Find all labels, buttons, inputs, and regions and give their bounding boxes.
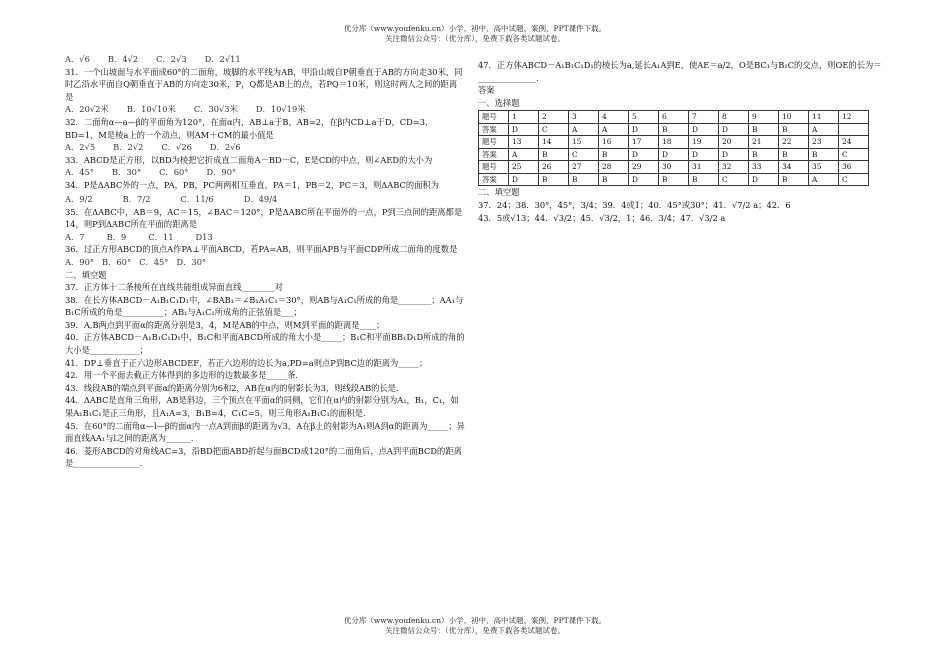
answer-cell: 3 (569, 111, 599, 124)
option: D．30° (176, 256, 207, 267)
answer-cell: B (779, 173, 809, 186)
question-31: 31．一个山坡面与水平面成60°的二面角，坡脚的水平线为AB，甲沿山坡自P朝垂直于AB的方向走30米，同时乙沿水平面自Q朝垂直于AB的方向走30米，P，Q都是AB上的点，若PQ＝10米，则这时两人之间的距离是 (65, 66, 463, 102)
answer-table-row (479, 161, 869, 174)
option: C．30√3米 (193, 104, 238, 115)
answer-cell: 10 (779, 111, 809, 124)
footer-line-2: 关注微信公众号：（优分库），免费下载各类试题试卷。 (385, 625, 565, 635)
left-column (65, 53, 465, 470)
answer-cell: 14 (539, 136, 569, 149)
option: B．10√10米 (126, 104, 176, 115)
answer-cell: B (599, 148, 629, 161)
answer-cell: B (659, 123, 689, 136)
answer-cell: 27 (569, 161, 599, 174)
question-37: 37．正方体十二条棱所在直线共能组成异面直线________对 (65, 282, 283, 293)
option: A．9/2 (65, 193, 93, 204)
question-41: 41．DP⊥垂直于正六边形ABCDEF，若正六边形的边长为a,PD=a则点P到BC边的距离为_____； (65, 357, 428, 368)
answer-table-row (479, 173, 869, 186)
answer-cell: B (689, 173, 719, 186)
option: C．11/6 (180, 193, 214, 204)
question-43: 43．线段AB的端点到平面α的距离分别为6和2，AB在α内的射影长为3，则线段AB的长是． (65, 382, 405, 393)
answer-cell: C (719, 173, 749, 186)
section-fill-blank-answers: 二、填空题 (478, 187, 520, 198)
answer-table-row (479, 136, 869, 149)
answer-cell: 13 (509, 136, 539, 149)
page-header (0, 24, 950, 43)
answer-cell: D (509, 123, 539, 136)
section-choice: 一、选择题 (478, 97, 520, 108)
question-45: 45．在60°的二面角α—l—β的面α内一点A到面β的距离为√3，A在β上的射影为A₁则A到α的距离为_____；异面直线AA₁与l之间的距离为______． (65, 420, 465, 444)
answer-cell: 34 (779, 161, 809, 174)
option: D．90° (206, 167, 237, 178)
answer-cell: A (569, 123, 599, 136)
answer-cell: 25 (509, 161, 539, 174)
answer-cell: B (779, 148, 809, 161)
answer-cell: D (719, 123, 749, 136)
q30-options (65, 53, 465, 66)
row-header-cell: 题号 (479, 111, 509, 124)
option: D．10√19米 (255, 104, 306, 115)
answer-table-row (479, 148, 869, 161)
option: C．2√3 (156, 54, 187, 64)
fill-answers-1: 37．24；38．30°，45°，3/4；39．4或1；40．45°或30°；41．√7/2 a；42．6 (478, 199, 791, 210)
answer-table-row (479, 123, 869, 136)
option: C．45° (139, 256, 169, 267)
answer-cell: A (509, 148, 539, 161)
option: A．45° (65, 167, 94, 178)
option: D．2√6 (209, 142, 241, 153)
answer-cell: B (539, 148, 569, 161)
answer-cell: 28 (599, 161, 629, 174)
answer-cell: C (539, 123, 569, 136)
question-35: 35．在ΔABC中，AB＝9，AC＝15，∠BAC＝120°，P是ΔABC所在平面外的一点，P到三点间的距离都是14，则P到ΔABC所在平面的距离是 (65, 206, 463, 230)
answer-cell: 33 (749, 161, 779, 174)
answer-cell: C (839, 148, 869, 161)
answer-cell: B (539, 173, 569, 186)
answer-cell: D (629, 123, 659, 136)
option: A．90° (65, 256, 94, 267)
answer-cell: B (659, 173, 689, 186)
answer-cell: 6 (659, 111, 689, 124)
answer-cell: B (779, 123, 809, 136)
question-46: 46．菱形ABCD的对角线AC=3，沿BD把面ABD折起与面BCD成120°的二面角后，点A到平面BCD的距离是________________． (65, 445, 462, 469)
answer-cell: 11 (809, 111, 839, 124)
answer-cell: A (809, 173, 839, 186)
answer-cell: A (599, 123, 629, 136)
answer-cell: C (569, 148, 599, 161)
footer-line-1: 优分库（www.youfenku.cn）小学、初中、高中试题、案例、PPT课件下载。 (343, 616, 607, 625)
answer-table (478, 110, 869, 186)
answer-cell: 2 (539, 111, 569, 124)
answer-cell: 8 (719, 111, 749, 124)
answer-cell: 26 (539, 161, 569, 174)
question-39: 39．A,B两点到平面α的距离分别是3，4，M是AB的中点，则M到平面的距离是____； (65, 319, 385, 330)
option: D13 (195, 231, 213, 242)
answer-cell: D (749, 173, 779, 186)
answer-cell: 18 (659, 136, 689, 149)
option: B．2√2 (113, 142, 144, 153)
answer-cell: 32 (719, 161, 749, 174)
question-36: 36．过正方形ABCD的顶点A作PA⊥平面ABCD，若PA=AB，则平面APB与平面CDP所成二面角的度数是 (65, 244, 458, 255)
answer-cell: 24 (839, 136, 869, 149)
question-40: 40．正方体ABCD－A₁B₁C₁D₁中，B₁C和平面ABCD所成的角大小是_____；B₁C和平面BB₁D₁D所成的角的大小是____________； (65, 332, 465, 356)
answer-cell: B (569, 173, 599, 186)
option: A．√6 (65, 54, 90, 64)
answer-cell: 35 (809, 161, 839, 174)
answer-cell (839, 123, 869, 136)
option: A．20√2米 (65, 104, 109, 115)
q35-options (65, 231, 465, 244)
question-33: 33．ABCD是正方形，以BD为棱把它折成直二面角A－BD－C，E是CD的中点，则∠AED的大小为 (65, 154, 433, 165)
answer-cell: D (719, 148, 749, 161)
option: D．49/4 (243, 193, 278, 204)
answer-cell: B (749, 148, 779, 161)
answer-cell: 5 (629, 111, 659, 124)
question-44: 44．ΔABC是直角三角形，AB是斜边，三个顶点在平面α的同侧，它们在α内的射影分别为A₁，B₁，C₁，如果A₁B₁C₁是正三角形，且A₁A=3，B₁B=4，C₁C=5，则三角形A₁B₁C₁的面积是． (65, 395, 459, 419)
option: C．√26 (161, 142, 192, 153)
answer-cell: D (629, 148, 659, 161)
answer-table-row (479, 111, 869, 124)
row-header-cell: 题号 (479, 161, 509, 174)
answer-cell: 23 (809, 136, 839, 149)
answer-cell: B (749, 123, 779, 136)
answer-cell: B (809, 148, 839, 161)
answer-cell: 7 (689, 111, 719, 124)
answer-cell: B (599, 173, 629, 186)
fill-answers-2: 43．5或√13；44．√3/2；45．√3/2，1；46．3/4；47．√3/2 a (478, 212, 726, 223)
answer-cell: 4 (599, 111, 629, 124)
option: B．7/2 (122, 193, 151, 204)
option: B．30° (112, 167, 142, 178)
answer-cell: 17 (629, 136, 659, 149)
answer-cell: 36 (839, 161, 869, 174)
header-line-2: 关注微信公众号：（优分库），免费下载各类试题试卷。 (385, 33, 565, 43)
q32-options (65, 141, 465, 154)
answer-cell: 29 (629, 161, 659, 174)
answers-title: 答案 (478, 85, 495, 96)
answer-cell: 21 (749, 136, 779, 149)
answer-cell: D (659, 148, 689, 161)
answer-cell: 20 (719, 136, 749, 149)
answer-cell: 22 (779, 136, 809, 149)
header-line-1: 优分库（www.youfenku.cn）小学、初中、高中试题、案例、PPT课件下载。 (343, 24, 607, 33)
answer-cell: D (689, 148, 719, 161)
option: C．60° (159, 167, 189, 178)
page-footer (0, 616, 950, 635)
right-column (478, 59, 883, 224)
option: A．2√5 (65, 142, 96, 153)
answer-cell: D (629, 173, 659, 186)
answer-cell: 19 (689, 136, 719, 149)
row-header-cell: 题号 (479, 136, 509, 149)
question-42: 42．用一个平面去截正方体得到的多边形的边数最多是_____条． (65, 370, 304, 381)
answer-cell: 15 (569, 136, 599, 149)
answer-cell: D (689, 123, 719, 136)
option: A．7 (65, 231, 85, 242)
option: B．60° (102, 256, 132, 267)
question-34: 34．P是ΔABC外的一点，PA，PB，PC两两相互垂直，PA＝1，PB＝2，PC＝3，则ΔABC的面积为 (65, 179, 440, 190)
section-fill-blank: 二、填空题 (65, 269, 107, 280)
question-32: 32．二面角α—a—β的平面角为120°，在面α内，AB⊥a于B，AB=2，在β内CD⊥a于D，CD=3，BD=1，M是棱a上的一个动点，则AM＋CM的最小值是 (65, 116, 434, 140)
option: B．4√2 (107, 54, 139, 64)
answer-cell: D (509, 173, 539, 186)
question-47: 47．正方体ABCD－A₁B₁C₁D₁的棱长为a,延长A₁A到E，使AE＝a/2，O是BC₁与B₁C的交点，则OE的长为＝______________． (478, 60, 882, 83)
answer-cell: 31 (689, 161, 719, 174)
q31-options (65, 103, 465, 116)
option: D．2√11 (204, 54, 241, 64)
q36-options (65, 256, 465, 269)
answer-cell: 30 (659, 161, 689, 174)
answer-cell: C (839, 173, 869, 186)
row-header-cell: 答案 (479, 123, 509, 136)
answer-cell: 1 (509, 111, 539, 124)
row-header-cell: 答案 (479, 173, 509, 186)
q34-options (65, 192, 465, 206)
q33-options (65, 166, 465, 179)
answer-cell: 12 (839, 111, 869, 124)
question-38: 38．在长方体ABCD－A₁B₁C₁D₁中，∠BAB₁＝∠B₁A₁C₁＝30°，则AB与A₁C₁所成的角是________；AA₁与B₁C所成的角是__________；AB₁与A₁C₁所成角的正弦值是___； (65, 294, 464, 318)
answer-cell: A (809, 123, 839, 136)
answer-cell: 9 (749, 111, 779, 124)
row-header-cell: 答案 (479, 148, 509, 161)
option: C．11 (148, 231, 174, 242)
option: B．9 (106, 231, 127, 242)
answer-cell: 16 (599, 136, 629, 149)
